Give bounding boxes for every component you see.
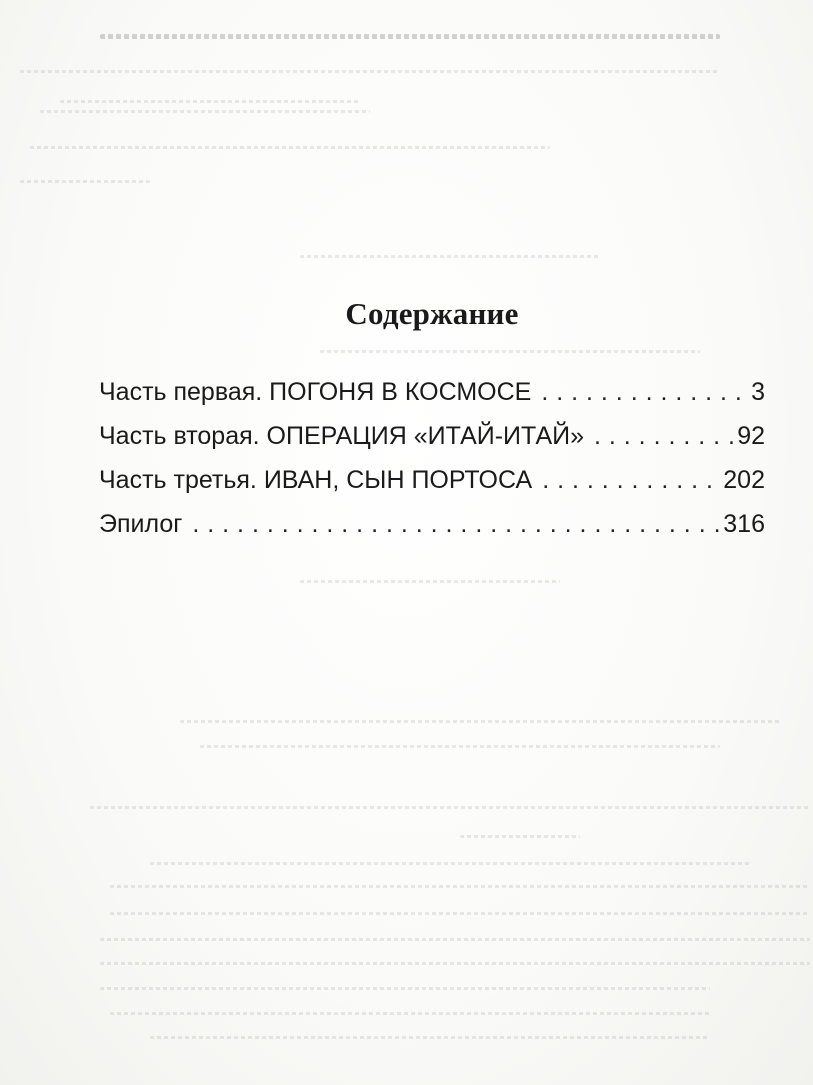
toc-entry-page: 92 (737, 422, 765, 450)
toc-entry-page: 3 (751, 378, 765, 406)
table-of-contents (99, 378, 765, 554)
toc-entry-part-2 (99, 422, 765, 466)
toc-entry-epilogue (99, 510, 765, 554)
toc-title: Содержание (345, 296, 519, 331)
dot-leader (192, 510, 719, 539)
dot-leader (542, 466, 719, 495)
toc-entry-part-3 (99, 466, 765, 510)
toc-entry-page: 202 (723, 466, 765, 494)
dot-leader (594, 422, 733, 451)
toc-entry-page: 316 (723, 510, 765, 538)
dot-leader (541, 378, 747, 407)
toc-entry-part-1 (99, 378, 765, 422)
toc-entry-label: Эпилог (99, 510, 183, 538)
toc-entry-label: Часть вторая. ОПЕРАЦИЯ «ИТАЙ-ИТАЙ» (99, 422, 584, 450)
toc-entry-label: Часть первая. ПОГОНЯ В КОСМОСЕ (99, 378, 532, 406)
toc-entry-label: Часть третья. ИВАН, СЫН ПОРТОСА (99, 466, 533, 494)
